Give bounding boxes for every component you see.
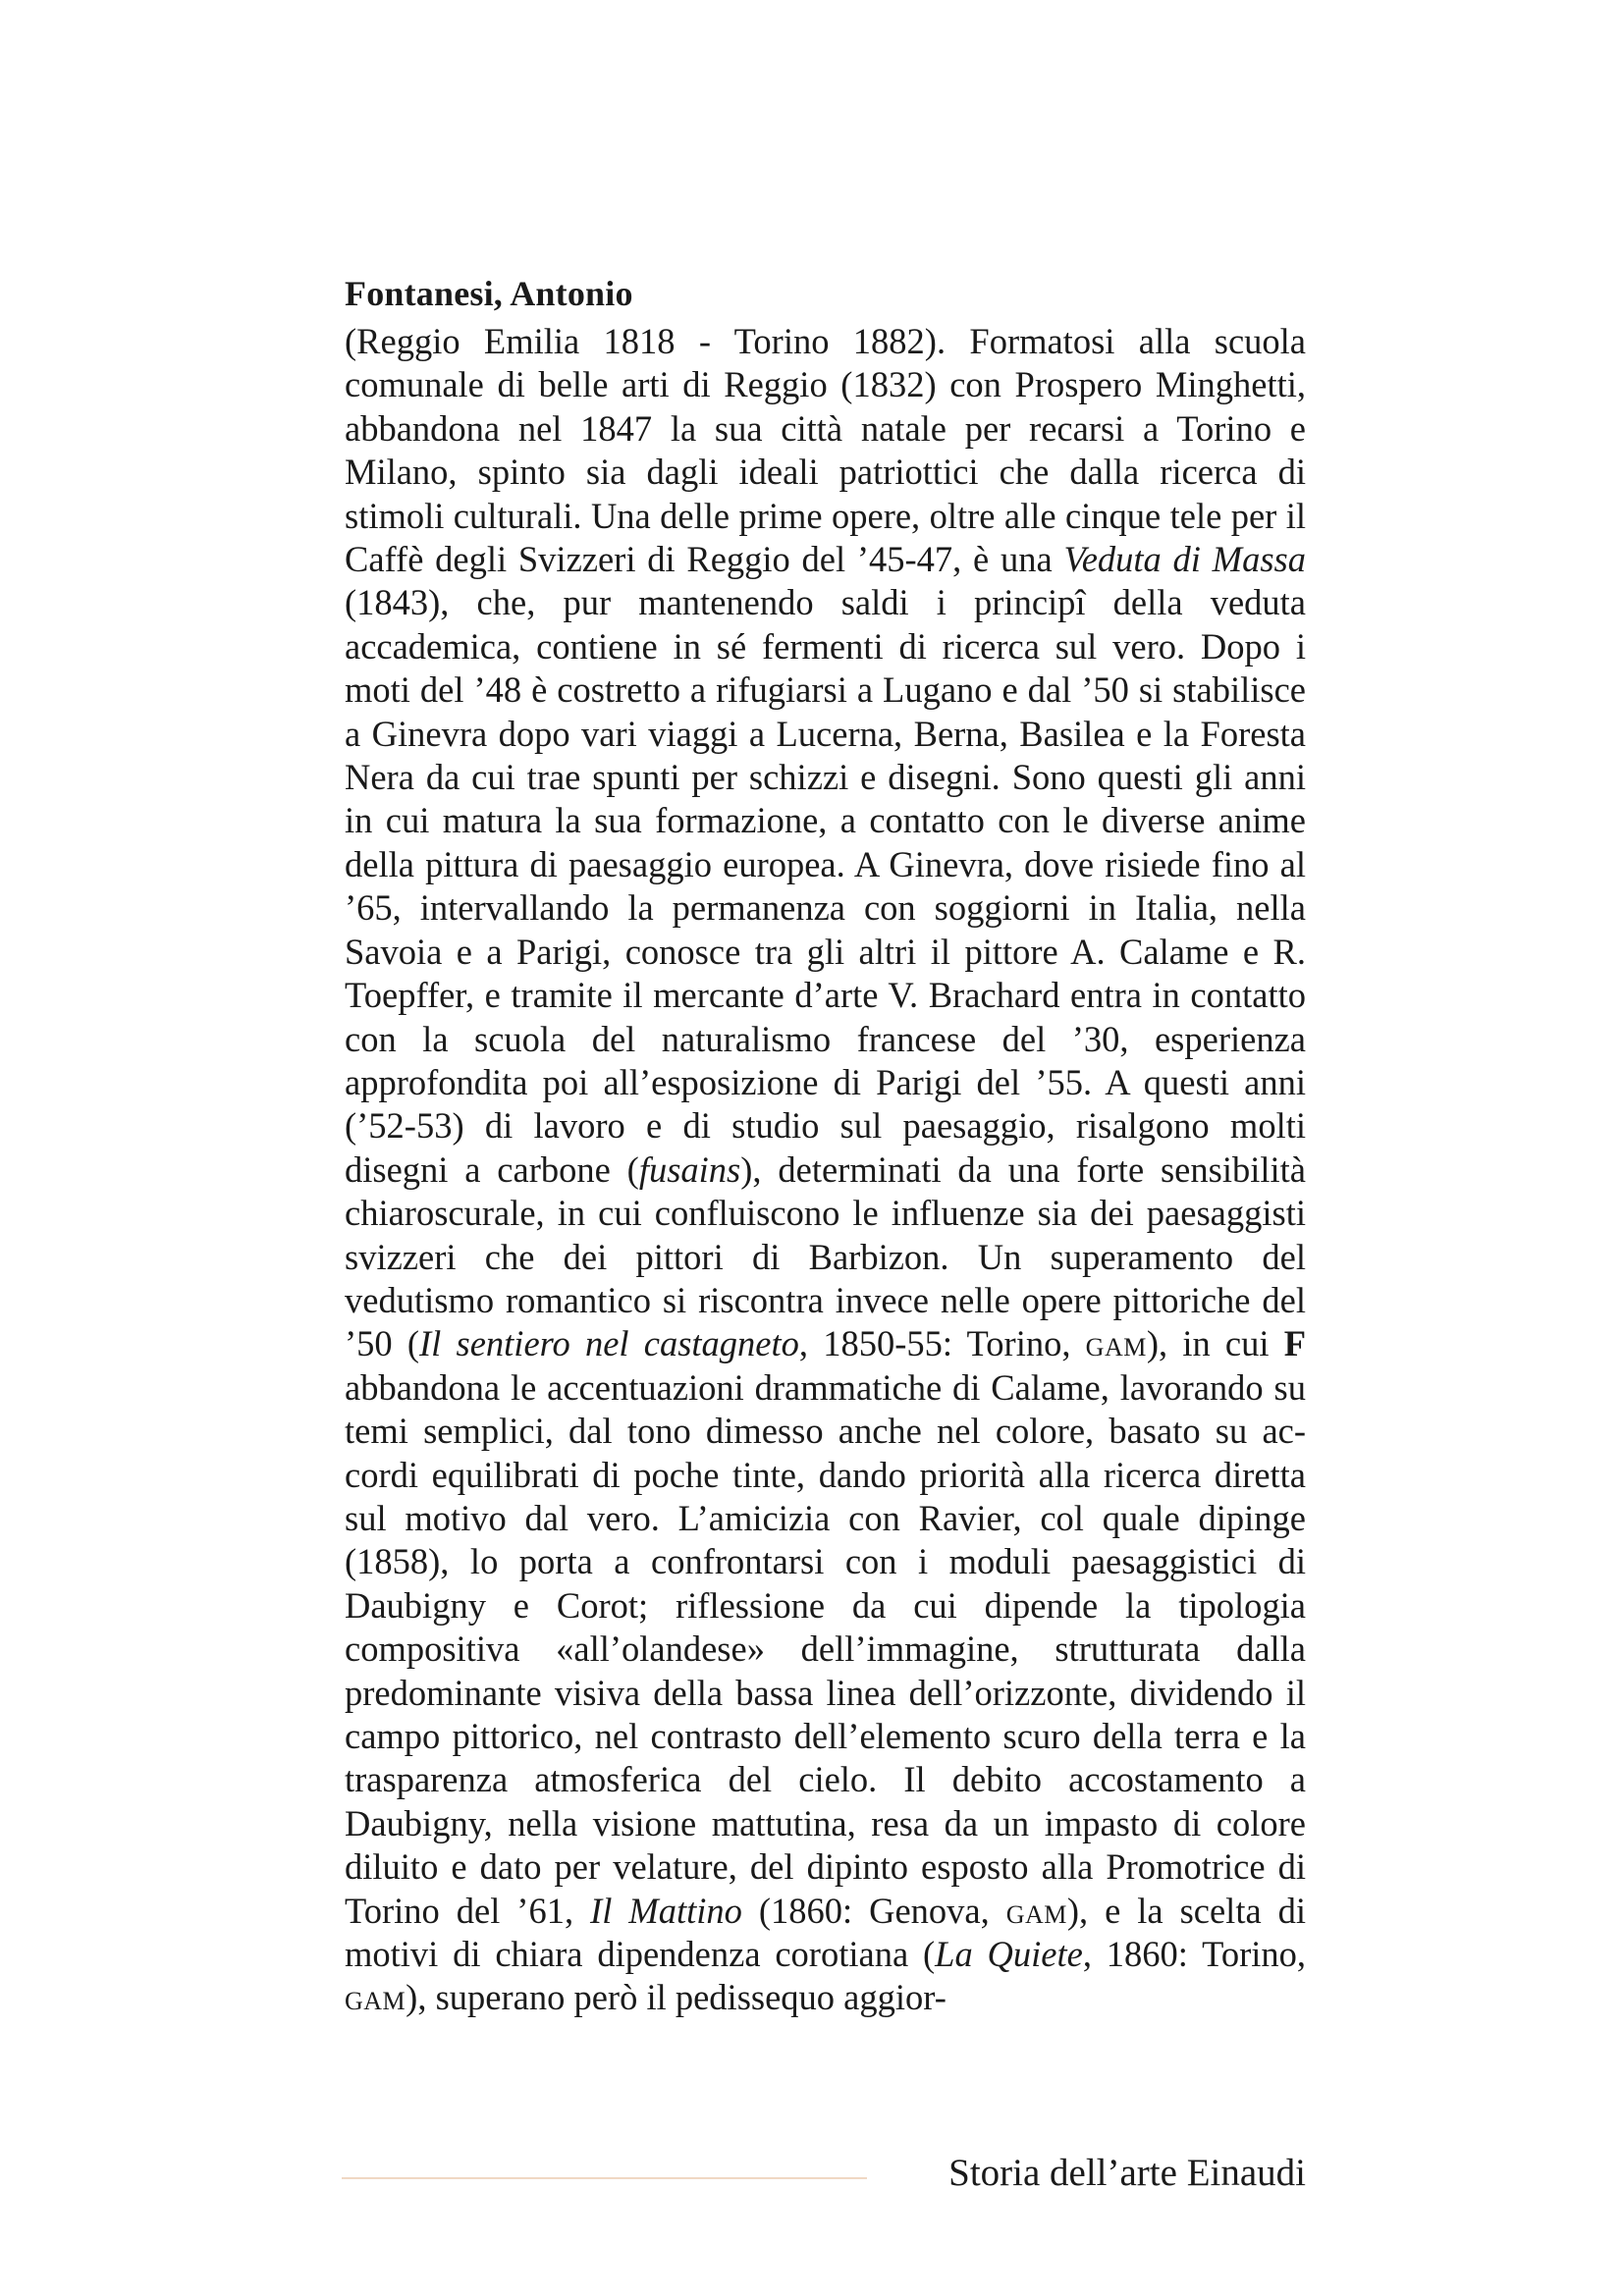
text-run: , 1860: Torino, xyxy=(1082,1934,1306,1975)
text-run: (1860: Genova, xyxy=(741,1890,1006,1931)
text-run: ), superano però il pedissequo aggior- xyxy=(406,1977,947,2018)
text-run: ), determinati da una forte sensibilità chiaroscurale, in cui confluiscono le influenze sia dei paesaggisti svizzeri che dei pittori di Barbizon. Un superamento del vedutismo romantico si riscontra invece nelle opere pittoriche del ’50 ( xyxy=(345,1148,1306,1364)
entry-body xyxy=(345,320,1306,2020)
text-run: abbandona le accentuazioni drammatiche di Calame, lavorando su temi semplici, dal tono dimesso anche nel colore, basato su accordi equilibrati di poche tinte, dando priorità alla ricerca diretta sul motivo dal vero. L’amicizia con Ravier, col quale dipinge (1858), lo porta a confrontarsi con i moduli paesaggistici di Daubigny e Corot; riflessione da cui dipende la tipologia compositiva «all’olandese» dell’immagine, strutturata dalla predominante visiva della bassa linea dell’orizzonte, dividendo il campo pittorico, nel contrasto dell’elemento scuro della terra e la trasparenza atmosferica del cielo. Il debito accostamento a Daubigny, nella visione mattutina, resa da un impasto di colore diluito e dato per velature, del dipinto esposto alla Promotrice di Torino del ’61, xyxy=(345,1366,1306,1931)
bold-initial: F xyxy=(1283,1323,1307,1364)
text-run: , 1850-55: Torino, xyxy=(798,1323,1086,1364)
text-run: ), in cui xyxy=(1146,1323,1284,1364)
text-run: ), e la scelta di motivi di chiara dipendenza corotiana ( xyxy=(345,1890,1307,1975)
italic-title: Il Mattino xyxy=(590,1890,742,1931)
text-run: (Reggio Emilia 1818 - Torino 1882). Formatosi alla scuola comunale di belle arti di Reggio (1832) con Prospero Minghetti, abbandona nel 1847 la sua città natale per recarsi a Torino e Milano, spinto sia dagli ideali patriottici che dalla ricerca di stimoli culturali. Una delle prime opere, oltre alle cinque tele per il Caffè degli Svizzeri di Reggio del ’45-47, è una xyxy=(345,321,1306,580)
italic-title: La Quiete xyxy=(935,1934,1083,1975)
museum-abbreviation: gam xyxy=(345,1977,406,2018)
entry-title: Fontanesi, Antonio xyxy=(345,274,633,313)
footer-label: Storia dell’arte Einaudi xyxy=(948,2152,1306,2194)
italic-title: Il sentiero nel castagneto xyxy=(419,1323,799,1364)
text-run: (1843), che, pur mantenendo saldi i principî della veduta accademica, contiene in sé fermenti di ricerca sul vero. Dopo i moti del ’48 è costretto a rifugiarsi a Lugano e dal ’50 si stabilisce a Ginevra dopo vari viaggi a Lucerna, Berna, Basilea e la Foresta Nera da cui trae spunti per schizzi e disegni. Sono questi gli anni in cui matura la sua formazione, a contatto con le diverse anime della pittura di paesaggio europea. A Ginevra, dove risiede fino al ’65, intervallando la permanenza con soggiorni in Italia, nella Savoia e a Parigi, conosce tra gli altri il pittore A. Calame e R. Toepffer, e tramite il mercante d’arte V. Brachard entra in contatto con la scuola del naturalismo francese del ’30, esperienza approfondita poi all’esposizione di Parigi del ’55. A questi anni (’52-53) di lavoro e di studio sul paesaggio, risalgono molti disegni a carbone ( xyxy=(345,582,1306,1190)
footer-rule xyxy=(342,2177,867,2179)
italic-title: Veduta di Massa xyxy=(1063,539,1306,580)
page-footer xyxy=(342,2144,1306,2203)
museum-abbreviation: gam xyxy=(1085,1323,1147,1364)
encyclopedia-entry xyxy=(345,271,1306,2020)
italic-title: fusains xyxy=(638,1148,741,1190)
museum-abbreviation: gam xyxy=(1005,1890,1067,1931)
